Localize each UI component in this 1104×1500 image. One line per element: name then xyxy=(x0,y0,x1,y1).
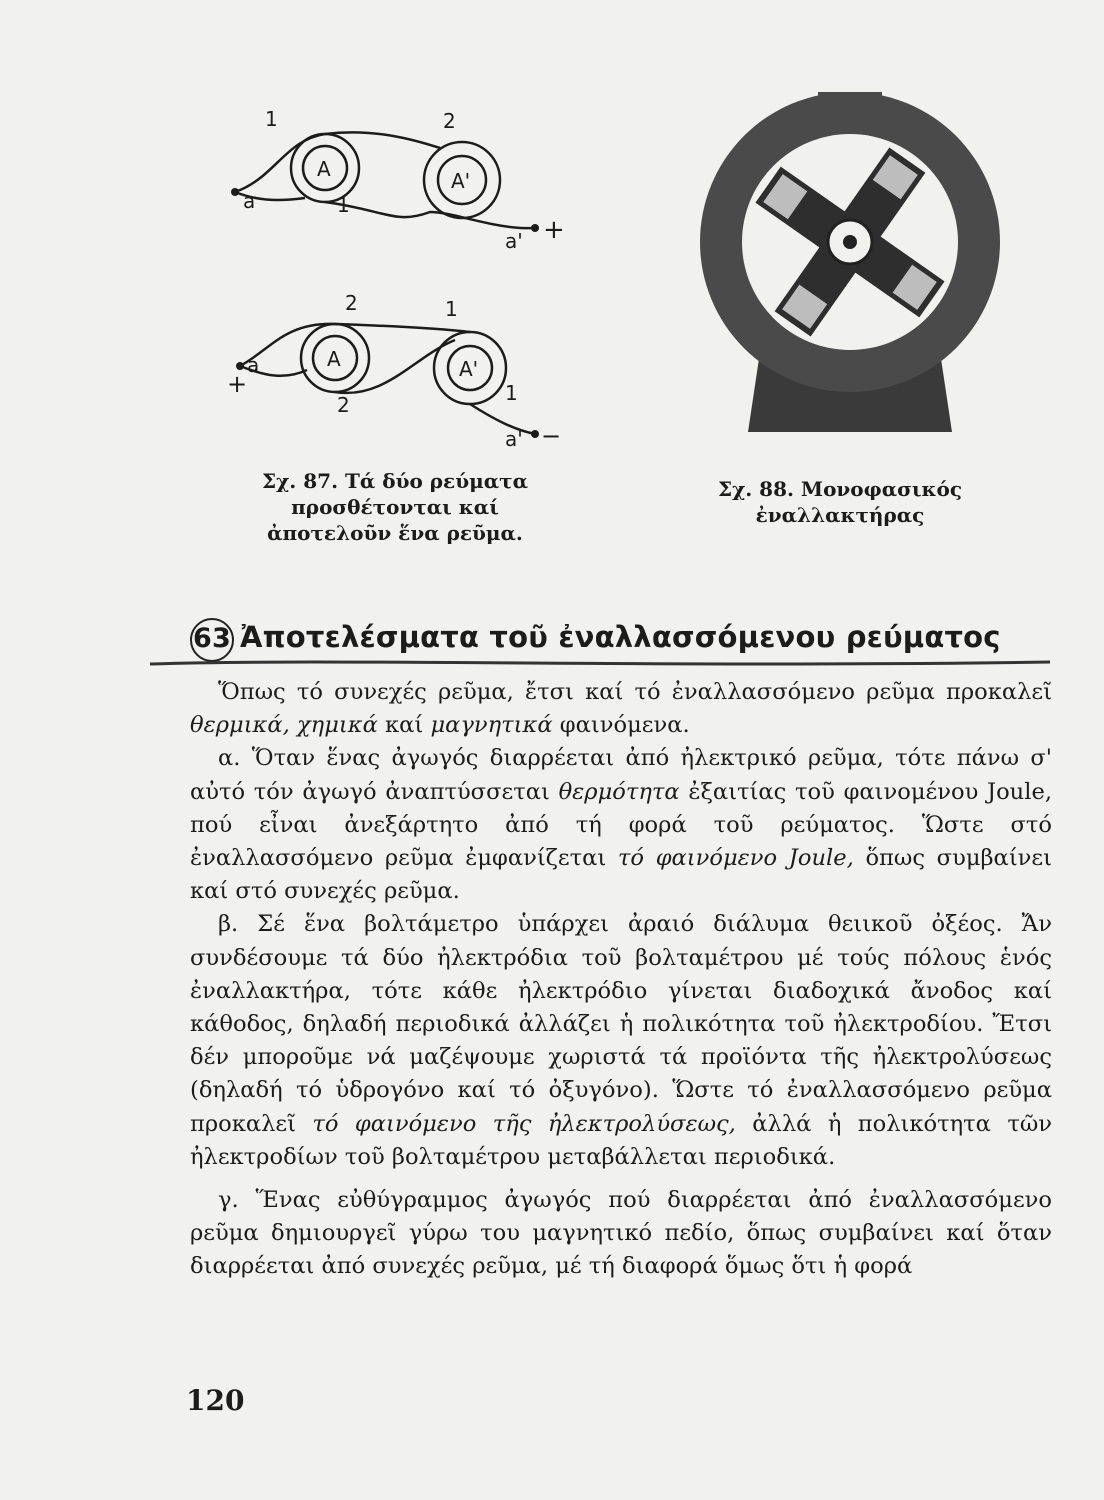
label-1-top: 1 xyxy=(265,107,278,131)
text-run: ἐξαιτίας τοῦ φαινομένου Joule, πού εἶναι ἀνεξάρτητο ἀπό τή φορά τοῦ ρεύματος. Ὥστε στό ἐναλλασσόμενο ρεῦμα ἐμφανίζεται xyxy=(190,778,1053,872)
heading-underline xyxy=(150,656,1050,670)
label-a-top: a xyxy=(243,189,256,213)
text-run: φαινόμενα. xyxy=(552,712,690,739)
figure-87-caption: Σχ. 87. Τά δύο ρεύματα προσθέτονται καί ἀποτελοῦν ἕνα ρεῦμα. xyxy=(262,469,528,545)
wire-bottom-3 xyxy=(470,404,535,434)
label-A-prime-bottom: A' xyxy=(459,357,479,381)
section-number: 63 xyxy=(190,618,234,662)
text-run: α. Ὅταν ἕνας ἀγωγός διαρρέεται ἀπό ἠλεκτρικό ρεῦμα, τότε πάνω σ' αὐτό τόν ἀγωγό ἀναπτύσσεται xyxy=(190,745,1052,805)
text-run: Ὅπως τό συνεχές ρεῦμα, ἔτσι καί τό ἐναλλασσόμενο ρεῦμα προκαλεῖ xyxy=(218,679,1052,705)
italic-text: θερμότητα xyxy=(558,778,680,805)
label-plus-top: + xyxy=(543,215,565,245)
label-a-prime-bottom: a' xyxy=(505,427,523,451)
pole-S-right: S xyxy=(912,201,927,225)
pole-S-left: S xyxy=(770,259,785,283)
wire-top-1 xyxy=(235,132,440,192)
paragraph xyxy=(190,742,1052,908)
figure-88-diagram xyxy=(690,82,1010,482)
pole-N-bottom: N xyxy=(866,297,883,321)
label-A-top: A xyxy=(317,157,331,181)
label-1-bottom-lower: 1 xyxy=(505,381,518,405)
label-minus-bottom: − xyxy=(541,422,562,450)
label-1-bottom: 1 xyxy=(445,297,458,321)
wire-top-2 xyxy=(325,202,535,228)
label-A-bottom: A xyxy=(327,347,341,371)
text-run: β. Σέ ἕνα βολτάμετρο ὑπάρχει ἀραιό διάλυμα θειικοῦ ὀξέος. Ἄν συνδέσουμε τά δύο ἠλεκτρόδια τοῦ βολταμέτρου μέ τούς πόλους ἑνός ἐναλλακτήρα, τότε κάθε ἠλεκτρόδιο γίνεται διαδοχικά ἄνοδος καί κάθοδος, δηλαδή περιοδικά ἀλλάζει ἡ πολικότητα τοῦ ἠλεκτροδίου. Ἔτσι δέν μποροῦμε νά μαζέψουμε χωριστά τά προϊόντα τῆς ἠλεκτρολύσεως (δηλαδή τό ὑδρογόνο καί τό ὀξυγόνο). Ὥστε τό ἐναλλασσόμενο ρεῦμα προκαλεῖ xyxy=(190,911,1052,1137)
text-run: γ. Ἕνας εὐθύγραμμος ἀγωγός πού διαρρέεται ἀπό ἐναλλασσόμενο ρεῦμα δημιουργεῖ γύρω του μαγνητικό πεδίο, ὅπως συμβαίνει καί ὅταν διαρρέεται ἀπό συνεχές ρεῦμα, μέ τή διαφορά ὅμως ὅτι ἡ φορά xyxy=(190,1187,1052,1280)
paragraph xyxy=(190,1184,1052,1284)
figure-87-diagram xyxy=(215,100,595,460)
paragraph xyxy=(190,676,1052,742)
body-text xyxy=(190,676,1052,1284)
page-number: 120 xyxy=(186,1384,245,1417)
label-a-bottom: a xyxy=(247,353,260,377)
label-A-prime-top: A' xyxy=(451,169,471,193)
pole-N-top: N xyxy=(830,159,847,183)
text-run: ἀλλά ἡ πολικότητα τῶν ἠλεκτροδίων τοῦ βολταμέτρου μεταβάλλεται περιοδικά. xyxy=(190,1110,1052,1170)
label-1-top-lower: 1 xyxy=(337,193,350,217)
italic-text: μαγνητικά xyxy=(430,712,553,739)
paragraph xyxy=(190,908,1052,1174)
text-run: καί xyxy=(377,712,431,739)
italic-text: τό φαινόμενο Joule, xyxy=(617,845,854,872)
section-title: Ἀποτελέσματα τοῦ ἐναλλασσόμενου ρεύματος xyxy=(240,620,1001,654)
label-2-bottom: 2 xyxy=(345,291,358,315)
text-run: ὅπως συμβαίνει καί στό συνεχές ρεῦμα. xyxy=(190,845,1052,905)
label-2-bottom-lower: 2 xyxy=(337,393,350,417)
italic-text: θερμικά, χημικά xyxy=(190,712,378,739)
italic-text: τό φαινόμενο τῆς ἠλεκτρολύσεως, xyxy=(312,1110,736,1137)
label-a-prime-top: a' xyxy=(505,229,523,253)
label-plus-bottom: + xyxy=(227,370,248,398)
label-2-top: 2 xyxy=(443,109,456,133)
figure-88-caption: Σχ. 88. Μονοφασικός ἐναλλακτήρας xyxy=(717,477,963,527)
